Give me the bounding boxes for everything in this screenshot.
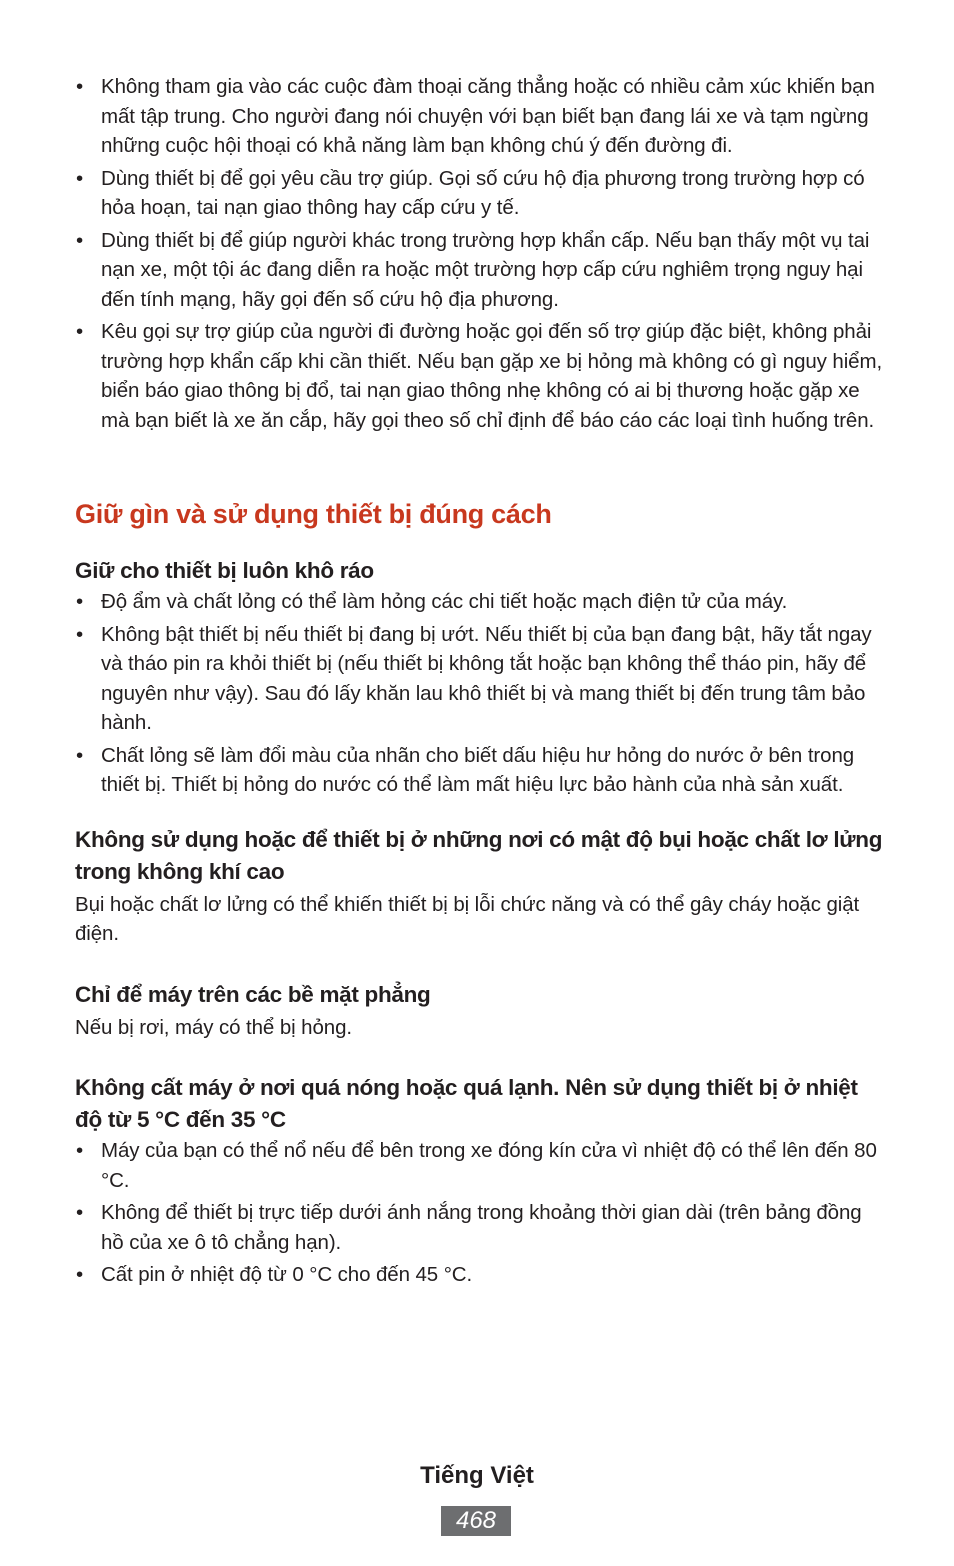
paragraph-dust: Bụi hoặc chất lơ lửng có thể khiến thiết bị bị lỗi chức năng và có thể gây cháy hoặc giật điện. <box>75 892 860 945</box>
list-item: • Không tham gia vào các cuộc đàm thoại căng thẳng hoặc có nhiều cảm xúc khiến bạn mất tập trung. Cho người đang nói chuyện với bạn biết bạn đang lái xe và tạm ngừng những cuộc hội thoại có khả năng làm bạn không chú ý đến đường đi. <box>75 72 885 161</box>
paragraph-flat-surface: Nếu bị rơi, máy có thể bị hỏng. <box>75 1015 352 1039</box>
subsection-heading-flat-surface: Chỉ để máy trên các bề mặt phẳng <box>75 981 431 1007</box>
list-item: • Dùng thiết bị để gọi yêu cầu trợ giúp. Gọi số cứu hộ địa phương trong trường hợp có hỏa hoạn, tai nạn giao thông hay cấp cứu y tế. <box>75 164 885 223</box>
list-item: • Chất lỏng sẽ làm đổi màu của nhãn cho biết dấu hiệu hư hỏng do nước ở bên trong thiết bị. Thiết bị hỏng do nước có thể làm mất hiệu lực bảo hành của nhà sản xuất. <box>75 741 885 800</box>
list-item: • Kêu gọi sự trợ giúp của người đi đường hoặc gọi đến số trợ giúp đặc biệt, không phải trường hợp khẩn cấp khi cần thiết. Nếu bạn gặp xe bị hỏng mà không có gì nguy hiểm, biển báo giao thông bị đổ, tai nạn giao thông nhẹ không có ai bị thương hoặc gặp xe mà bạn biết là xe ăn cắp, hãy gọi theo số chỉ định để báo cáo các loại tình huống trên. <box>75 317 885 435</box>
list-item: • Máy của bạn có thể nổ nếu để bên trong xe đóng kín cửa vì nhiệt độ có thể lên đến 80 °C. <box>75 1136 885 1195</box>
temperature-list <box>75 1136 885 1290</box>
keep-dry-list <box>75 587 885 800</box>
page-number-badge: 468 <box>441 1506 511 1536</box>
document-page <box>75 70 885 1293</box>
list-item: • Dùng thiết bị để giúp người khác trong trường hợp khẩn cấp. Nếu bạn thấy một vụ tai nạn xe, một tội ác đang diễn ra hoặc một trường hợp cấp cứu nghiêm trọng nguy hại đến tính mạng, hãy gọi đến số cứu hộ địa phương. <box>75 226 885 315</box>
subsection-heading-keep-dry: Giữ cho thiết bị luôn khô ráo <box>75 558 374 583</box>
list-item: • Không để thiết bị trực tiếp dưới ánh nắng trong khoảng thời gian dài (trên bảng đồng hồ của xe ô tô chẳng hạn). <box>75 1198 885 1257</box>
subsection-heading-dust: Không sử dụng hoặc để thiết bị ở những nơi có mật độ bụi hoặc chất lơ lửng trong không khí cao <box>75 826 883 884</box>
subsection-heading-temperature: Không cất máy ở nơi quá nóng hoặc quá lạnh. Nên sử dụng thiết bị ở nhiệt độ từ 5 °C đến 35 °C <box>75 1075 858 1132</box>
list-item: • Cất pin ở nhiệt độ từ 0 °C cho đến 45 °C. <box>75 1260 885 1290</box>
list-item: • Độ ẩm và chất lỏng có thể làm hỏng các chi tiết hoặc mạch điện tử của máy. <box>75 587 885 617</box>
footer-language: Tiếng Việt <box>420 1462 534 1489</box>
section-title: Giữ gìn và sử dụng thiết bị đúng cách <box>75 499 552 529</box>
driving-safety-list <box>75 72 885 435</box>
list-item: • Không bật thiết bị nếu thiết bị đang bị ướt. Nếu thiết bị của bạn đang bật, hãy tắt ngay và tháo pin ra khỏi thiết bị (nếu thiết bị không tắt hoặc bạn không thể tháo pin, hãy để nguyên như vậy). Sau đó lấy khăn lau khô thiết bị và mang thiết bị đến trung tâm bảo hành. <box>75 620 885 738</box>
